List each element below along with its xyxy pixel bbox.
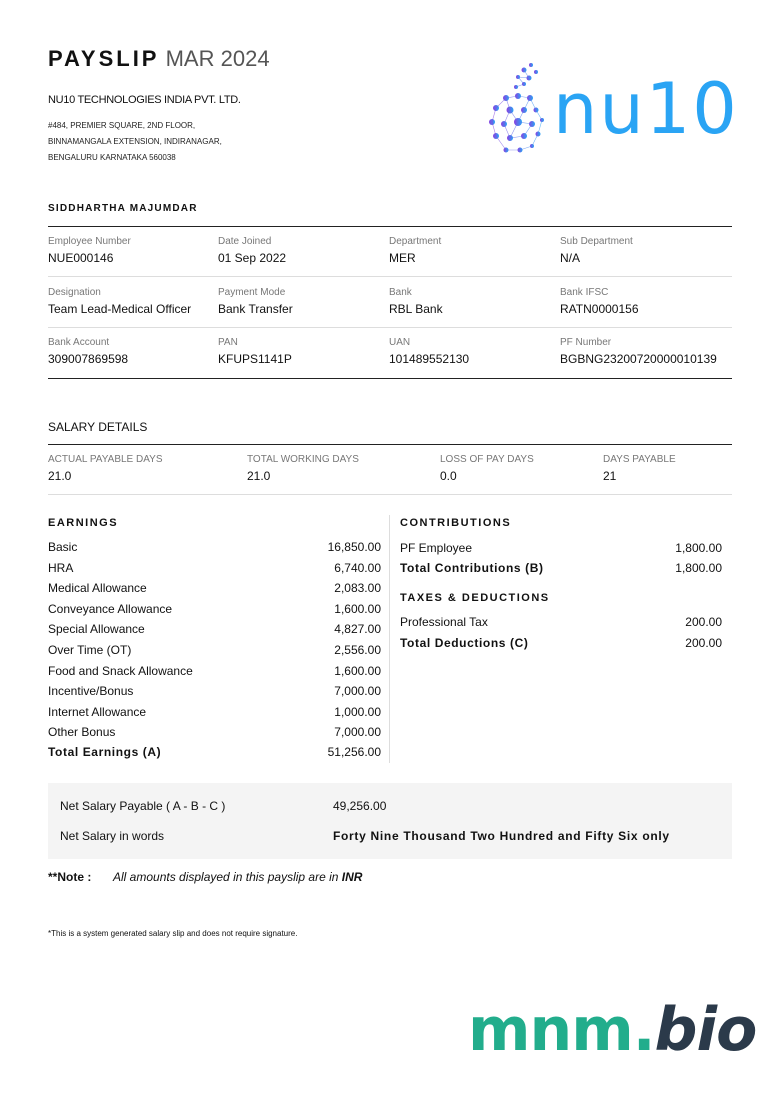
earning-label: Special Allowance	[48, 622, 145, 637]
days-value: 0.0	[440, 469, 457, 483]
field-label: Sub Department	[560, 236, 633, 247]
total-deductions-amount: 200.00	[685, 636, 722, 650]
mnm-bio-watermark: mnm.bio	[468, 995, 757, 1065]
column-divider	[389, 515, 390, 763]
footer-disclaimer: *This is a system generated salary slip and does not require signature.	[48, 929, 298, 938]
earning-label: Internet Allowance	[48, 704, 147, 719]
net-salary-box	[48, 783, 732, 859]
pf-employee-amount: 1,800.00	[675, 541, 722, 555]
earning-amount: 16,850.00	[327, 540, 381, 554]
field-label: Date Joined	[218, 236, 272, 247]
field-value: KFUPS1141P	[218, 352, 292, 366]
address-line: BENGALURU KARNATAKA 560038	[48, 153, 176, 162]
divider	[48, 276, 732, 277]
field-value: 101489552130	[389, 352, 470, 366]
note-label: **Note :	[48, 870, 92, 884]
total-earnings-label: Total Earnings (A)	[48, 745, 162, 759]
earning-amount: 4,827.00	[334, 622, 381, 637]
days-label: ACTUAL PAYABLE DAYS	[48, 454, 163, 465]
earning-label: HRA	[48, 560, 74, 575]
field-value: N/A	[560, 251, 581, 265]
net-payable-amount: 49,256.00	[333, 799, 387, 813]
days-label: LOSS OF PAY DAYS	[440, 454, 534, 465]
net-payable-label: Net Salary Payable ( A - B - C )	[60, 799, 226, 813]
address-line: BINNAMANGALA EXTENSION, INDIRANAGAR,	[48, 137, 222, 146]
divider	[48, 226, 732, 227]
nu10-logo-text: nu10	[553, 68, 739, 150]
total-contributions-label: Total Contributions (B)	[400, 561, 544, 575]
earning-amount: 6,740.00	[334, 560, 381, 575]
note-text: All amounts displayed in this payslip are in INR	[113, 870, 363, 884]
employee-name: SIDDHARTHA MAJUMDAR	[48, 203, 198, 214]
divider	[48, 378, 732, 379]
taxes-deductions-heading: TAXES & DEDUCTIONS	[400, 592, 550, 604]
field-value: Bank Transfer	[218, 302, 293, 316]
earning-amount: 7,000.00	[334, 684, 381, 699]
net-words-value: Forty Nine Thousand Two Hundred and Fifty Six only	[333, 829, 670, 843]
earning-amount: 1,000.00	[334, 704, 381, 719]
earning-label: Conveyance Allowance	[48, 601, 173, 616]
field-label: Bank	[389, 287, 412, 298]
professional-tax-amount: 200.00	[685, 615, 722, 629]
earning-amount: 7,000.00	[334, 725, 381, 740]
field-label: PF Number	[560, 337, 612, 348]
field-value: BGBNG23200720000010139	[560, 352, 717, 366]
field-label: Designation	[48, 287, 101, 298]
company-name: NU10 TECHNOLOGIES INDIA PVT. LTD.	[48, 94, 241, 106]
field-value: RBL Bank	[389, 302, 443, 316]
field-label: UAN	[389, 337, 411, 348]
days-value: 21	[603, 469, 617, 483]
earning-amount: 2,556.00	[334, 643, 381, 657]
field-label: Department	[389, 236, 442, 247]
total-deductions-label: Total Deductions (C)	[400, 636, 529, 650]
earning-label: Food and Snack Allowance	[48, 663, 193, 678]
earning-label: Incentive/Bonus	[48, 684, 134, 699]
pf-employee-label: PF Employee	[400, 541, 473, 555]
field-label: PAN	[218, 337, 238, 348]
divider	[48, 327, 732, 328]
days-value: 21.0	[247, 469, 271, 483]
days-label: TOTAL WORKING DAYS	[247, 454, 359, 465]
net-words-label: Net Salary in words	[60, 829, 165, 843]
total-contributions-amount: 1,800.00	[675, 561, 722, 575]
field-value: NUE000146	[48, 251, 114, 265]
earnings-heading: EARNINGS	[48, 517, 119, 529]
days-label: DAYS PAYABLE	[603, 454, 676, 465]
earning-label: Other Bonus	[48, 725, 116, 740]
salary-details-heading: SALARY DETAILS	[48, 420, 148, 434]
earning-label: Basic	[48, 540, 78, 554]
days-value: 21.0	[48, 469, 72, 483]
field-label: Bank IFSC	[560, 287, 609, 298]
field-value: RATN0000156	[560, 302, 639, 316]
field-label: Payment Mode	[218, 287, 286, 298]
professional-tax-label: Professional Tax	[400, 615, 488, 629]
field-value: 309007869598	[48, 352, 129, 366]
earning-amount: 1,600.00	[334, 663, 381, 678]
field-label: Employee Number	[48, 236, 131, 247]
address-line: #484, PREMIER SQUARE, 2ND FLOOR,	[48, 121, 196, 130]
earning-amount: 2,083.00	[334, 581, 381, 596]
page-title: PAYSLIP MAR 2024	[48, 46, 270, 71]
earning-label: Over Time (OT)	[48, 643, 132, 657]
field-value: 01 Sep 2022	[218, 251, 287, 265]
divider	[48, 494, 732, 495]
earning-label: Medical Allowance	[48, 581, 147, 596]
earning-amount: 1,600.00	[334, 601, 381, 616]
divider	[48, 444, 732, 445]
contributions-heading: CONTRIBUTIONS	[400, 517, 512, 529]
total-earnings-amount: 51,256.00	[327, 745, 381, 759]
field-value: MER	[389, 251, 416, 265]
nu10-logo-icon	[486, 60, 550, 165]
field-value: Team Lead-Medical Officer	[48, 302, 192, 316]
field-label: Bank Account	[48, 337, 110, 348]
